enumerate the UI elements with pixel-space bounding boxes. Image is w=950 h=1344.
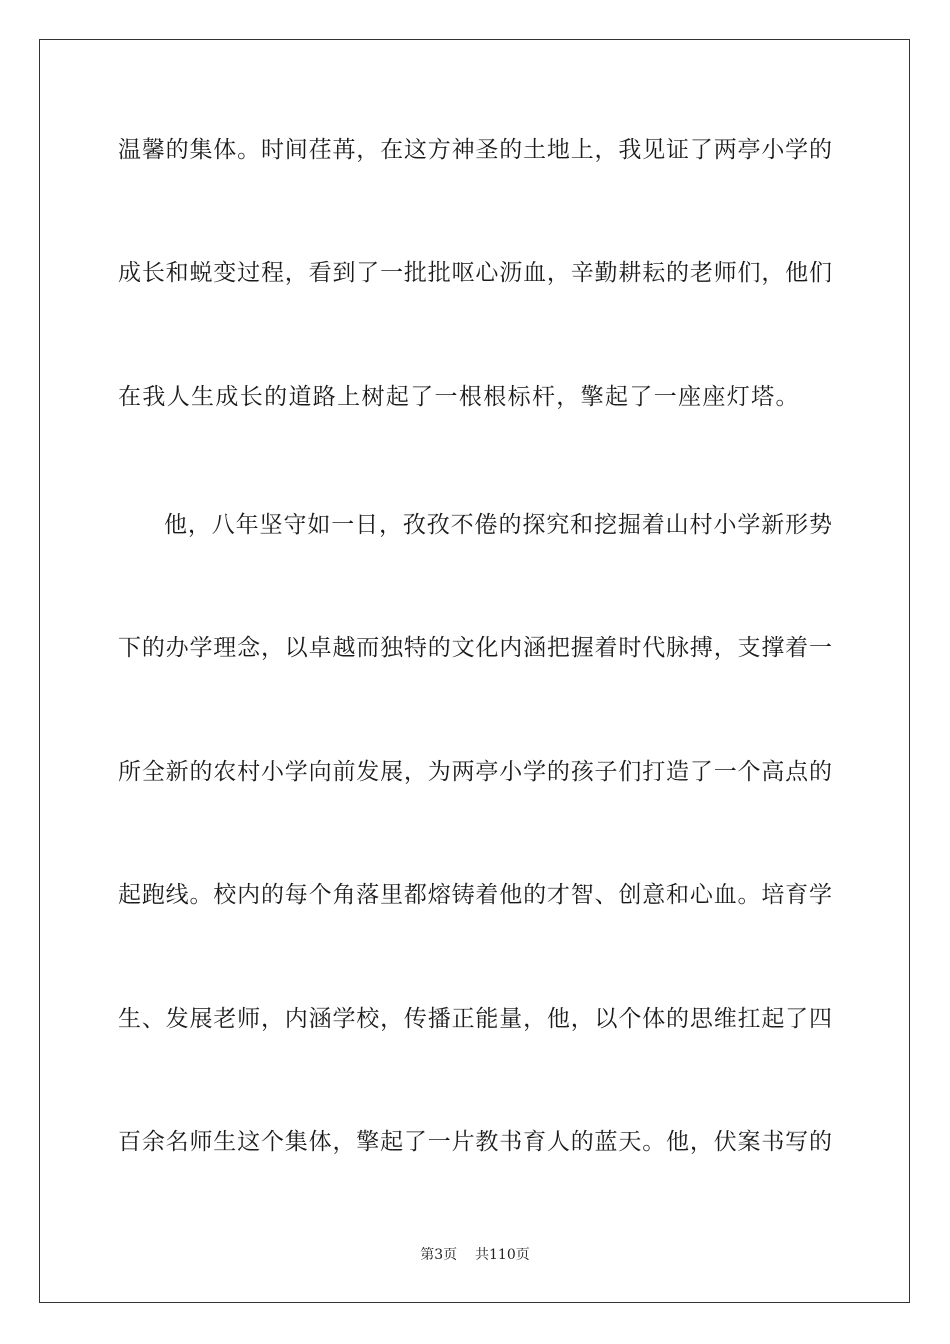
paragraph-2-line-2: 下的办学理念，以卓越而独特的文化内涵把握着时代脉搏，支撑着一: [118, 635, 832, 661]
page-number: 第3页: [420, 1247, 458, 1263]
paragraph-2-line-3: 所全新的农村小学向前发展，为两亭小学的孩子们打造了一个高点的: [118, 759, 832, 785]
paragraph-1-line-3: 在我人生成长的道路上树起了一根根标杆，擎起了一座座灯塔。: [118, 384, 800, 410]
page-border: [39, 39, 910, 1303]
paragraph-2-line-5: 生、发展老师，内涵学校，传播正能量，他，以个体的思维扛起了四: [118, 1006, 832, 1032]
paragraph-1-line-2: 成长和蜕变过程，看到了一批批呕心沥血，辛勤耕耘的老师们，他们: [118, 260, 832, 286]
page-footer: [0, 1246, 950, 1264]
paragraph-2-line-4: 起跑线。校内的每个角落里都熔铸着他的才智、创意和心血。培育学: [118, 882, 832, 908]
paragraph-1-line-1: 温馨的集体。时间荏苒，在这方神圣的土地上，我见证了两亭小学的: [118, 137, 832, 163]
paragraph-2-line-6: 百余名师生这个集体，擎起了一片教书育人的蓝天。他，伏案书写的: [118, 1129, 832, 1155]
paragraph-2-line-1: 他，八年坚守如一日，孜孜不倦的探究和挖掘着山村小学新形势: [164, 512, 832, 538]
page-total: 共110页: [475, 1247, 530, 1263]
